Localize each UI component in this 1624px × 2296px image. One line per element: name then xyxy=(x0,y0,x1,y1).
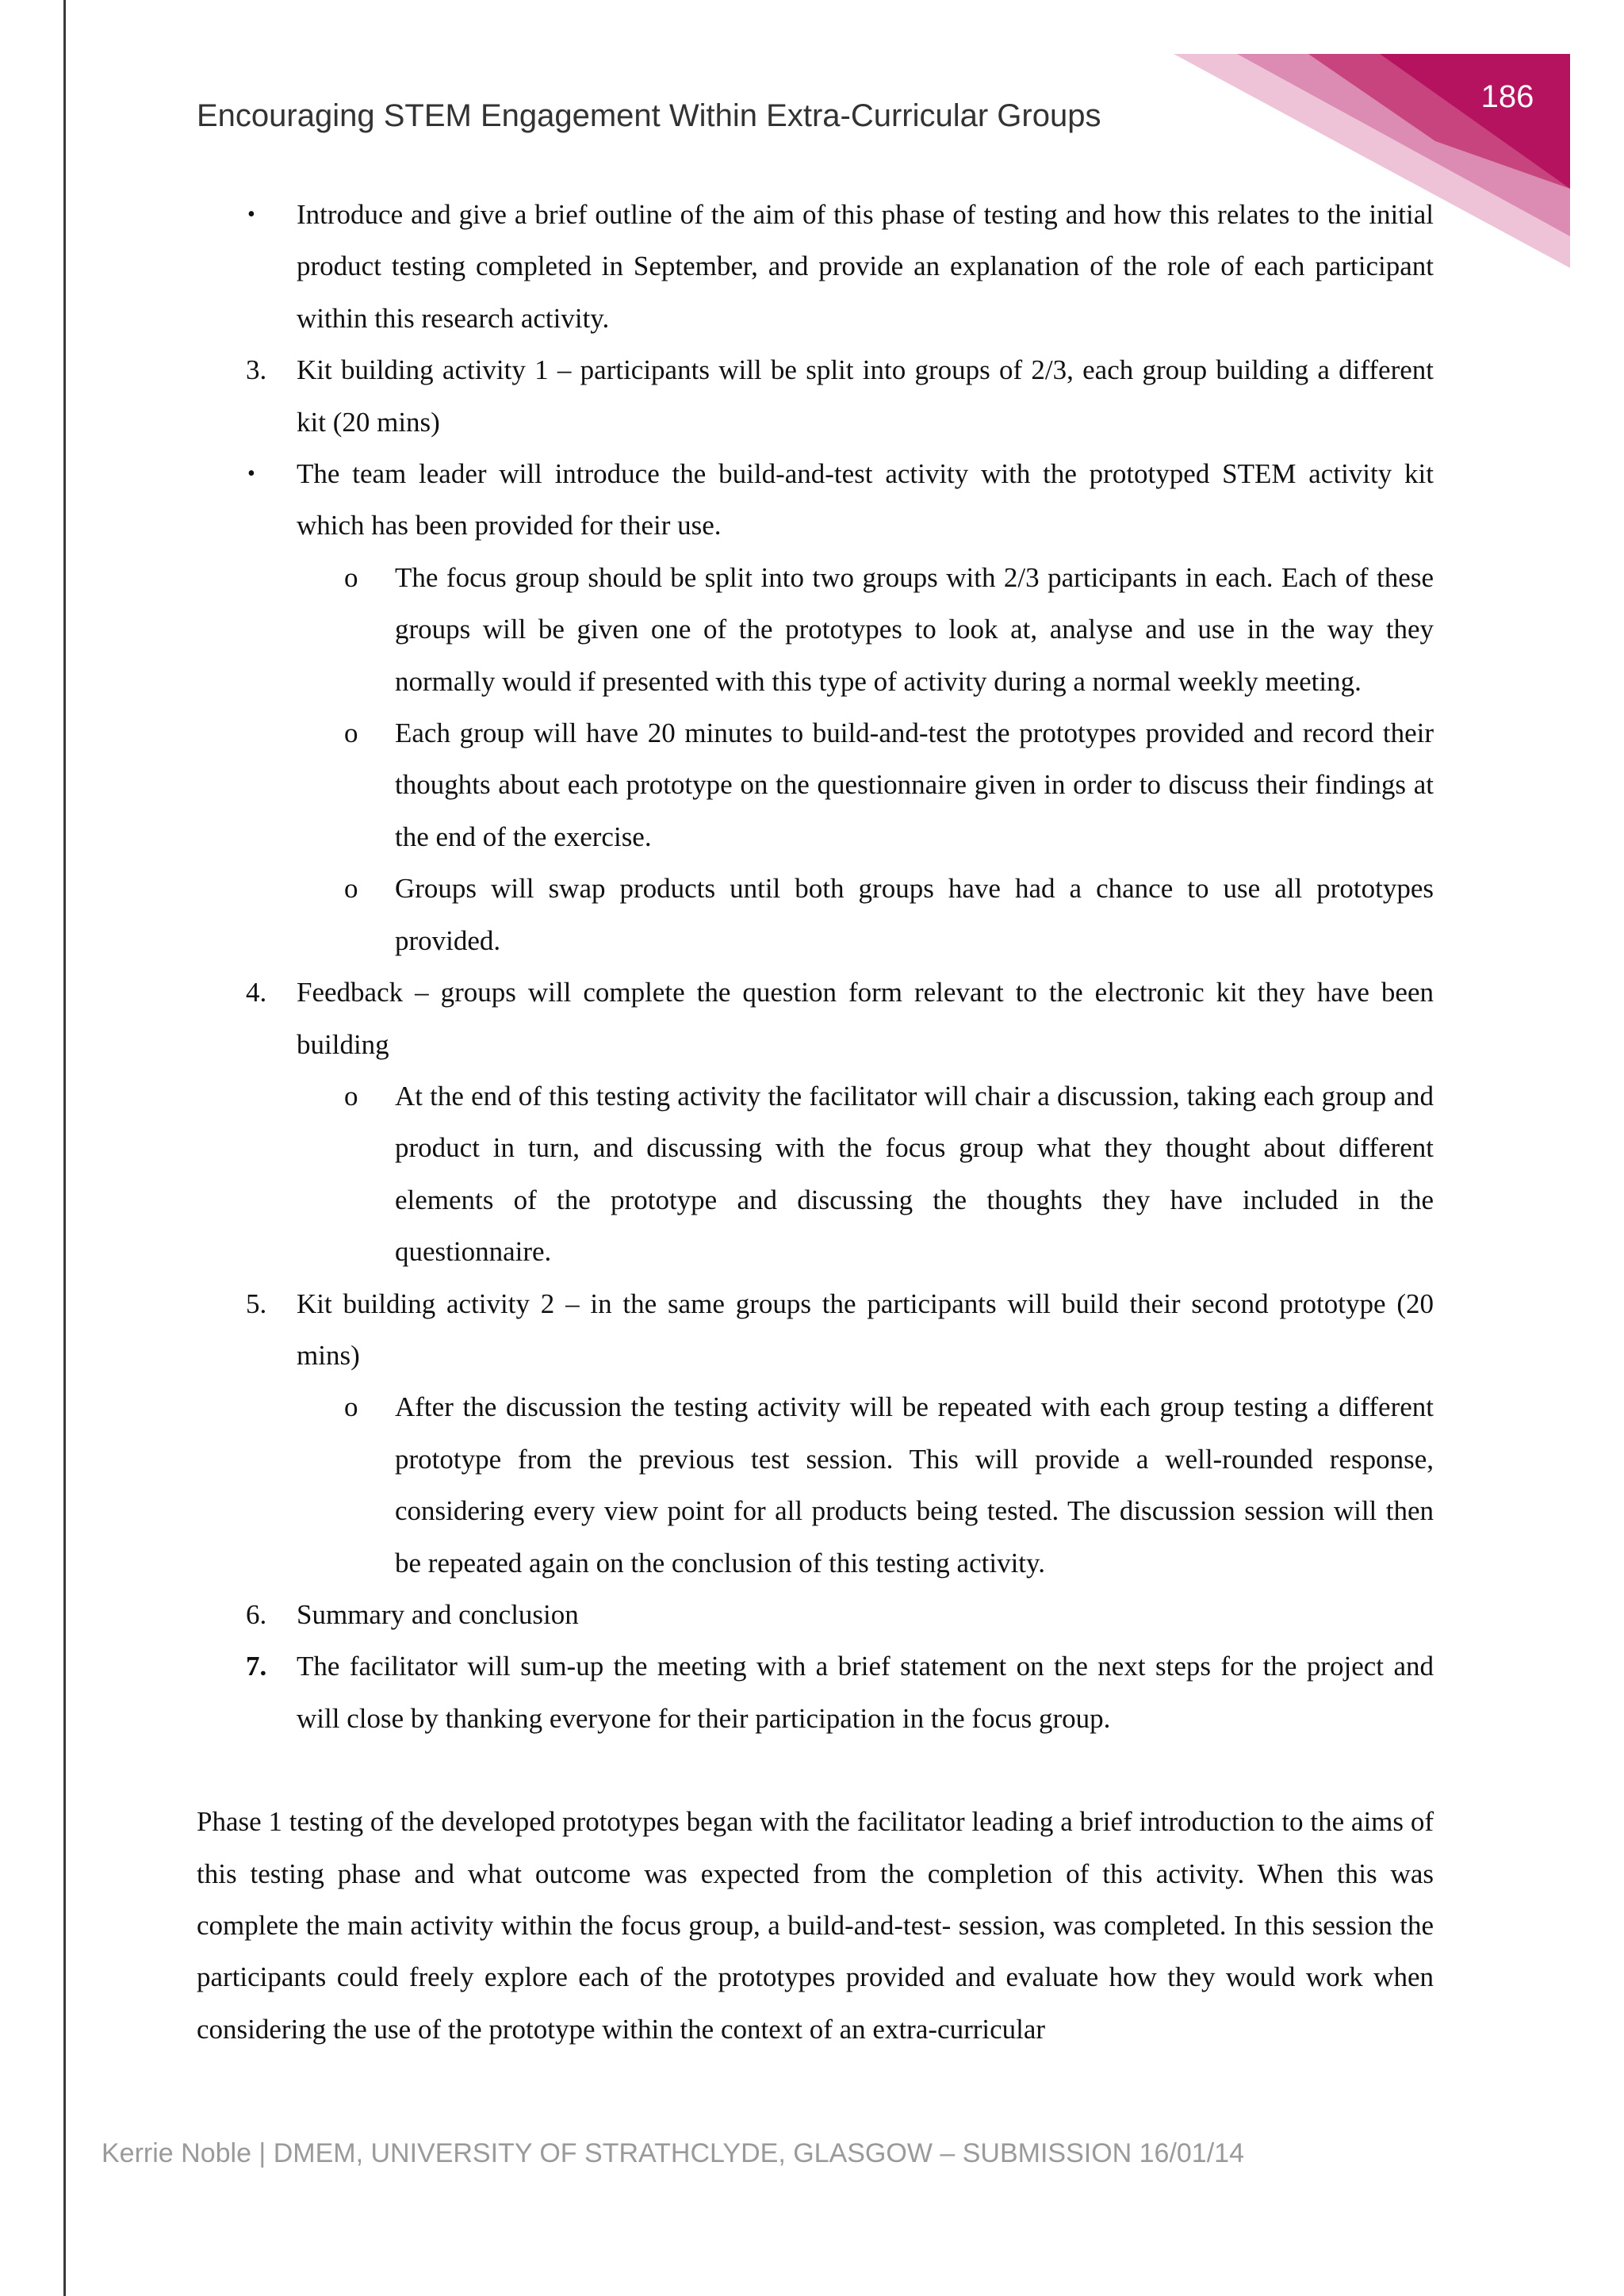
step-number: 6. xyxy=(246,1598,267,1630)
list-item-step-4 xyxy=(197,966,1434,1070)
sub-item-build-and-test xyxy=(197,707,1434,863)
list-item-step-6 xyxy=(197,1589,1434,1640)
sub-item-swap-products xyxy=(197,863,1434,966)
sub-bullet-marker: o xyxy=(344,1080,358,1112)
step-number: 5. xyxy=(246,1288,267,1319)
list-item-text: The focus group should be split into two groups with 2/3 participants in each. Each of these groups will be given one of the prototypes to look at, analyse and use in the way they normally would if presented with this type of activity during a normal weekly meeting. xyxy=(395,561,1434,697)
step-number: 4. xyxy=(246,977,267,1008)
list-item-text: Introduce and give a brief outline of the aim of this phase of testing and how this relates to the initial product testing completed in September, and provide an explanation of the role of each participant within this research activity. xyxy=(297,199,1434,334)
list-item-step-5 xyxy=(197,1278,1434,1382)
list-item-text: Kit building activity 2 – in the same groups the participants will build their second prototype (20 mins) xyxy=(297,1288,1434,1371)
list-item-team-leader-bullet xyxy=(197,448,1434,552)
list-item-text: After the discussion the testing activity will be repeated with each group testing a different prototype from the previous test session. This will provide a well-rounded response, considering every view point for all products being tested. The discussion session will then be repeated again on the conclusion of this testing activity. xyxy=(395,1391,1434,1578)
sub-bullet-marker: o xyxy=(344,718,358,749)
page-footer: Kerrie Noble | DMEM, UNIVERSITY OF STRATHCLYDE, GLASGOW – SUBMISSION 16/01/14 xyxy=(102,2138,1244,2168)
sub-item-split-groups xyxy=(197,552,1434,707)
list-item-text: The facilitator will sum-up the meeting with a brief statement on the next steps for the project and will close by thanking everyone for their participation in the focus group. xyxy=(297,1651,1434,1734)
left-margin-rule xyxy=(63,0,66,2296)
list-item-text: Summary and conclusion xyxy=(297,1598,579,1630)
sub-bullet-marker: o xyxy=(344,1391,358,1423)
bullet-marker: • xyxy=(247,202,255,227)
list-item-text: Feedback – groups will complete the question form relevant to the electronic kit they have been building xyxy=(297,977,1434,1060)
list-item-text: Groups will swap products until both groups have had a chance to use all prototypes provided. xyxy=(395,873,1434,956)
bullet-marker: • xyxy=(247,461,255,487)
list-item-intro-bullet xyxy=(197,189,1434,344)
running-header: Encouraging STEM Engagement Within Extra-Curricular Groups xyxy=(197,98,1101,133)
body-paragraph: Phase 1 testing of the developed prototypes began with the facilitator leading a brief introduction to the aims of this testing phase and what outcome was expected from the completion of this activity. When this was complete the main activity within the focus group, a build-and-test- session, was completed. In this session the participants could freely explore each of the prototypes provided and evaluate how they would work when considering the use of the prototype within the context of an extra-curricular xyxy=(197,1806,1434,2045)
list-item-text: Each group will have 20 minutes to build-and-test the prototypes provided and record their thoughts about each prototype on the questionnaire given in order to discuss their findings at the end of the exercise. xyxy=(395,718,1434,852)
sub-bullet-marker: o xyxy=(344,561,358,593)
list-item-text: At the end of this testing activity the facilitator will chair a discussion, taking each group and product in turn, and discussing with the focus group what they thought about different elements of the prototype and discussing the thoughts they have included in the questionnaire. xyxy=(395,1080,1434,1268)
step-number: 7. xyxy=(246,1651,267,1682)
list-item-text: Kit building activity 1 – participants will be split into groups of 2/3, each group building a different kit (20 mins) xyxy=(297,354,1434,438)
sub-bullet-marker: o xyxy=(344,873,358,905)
sub-item-repeat-testing xyxy=(197,1381,1434,1589)
sub-item-discussion xyxy=(197,1070,1434,1278)
page-body xyxy=(197,189,1434,2083)
list-item-step-3 xyxy=(197,344,1434,448)
list-item-step-7 xyxy=(197,1640,1434,1744)
step-number: 3. xyxy=(246,354,267,386)
page-number: 186 xyxy=(1480,79,1534,114)
list-item-text: The team leader will introduce the build-and-test activity with the prototyped STEM activity kit which has been provided for their use. xyxy=(297,458,1434,541)
